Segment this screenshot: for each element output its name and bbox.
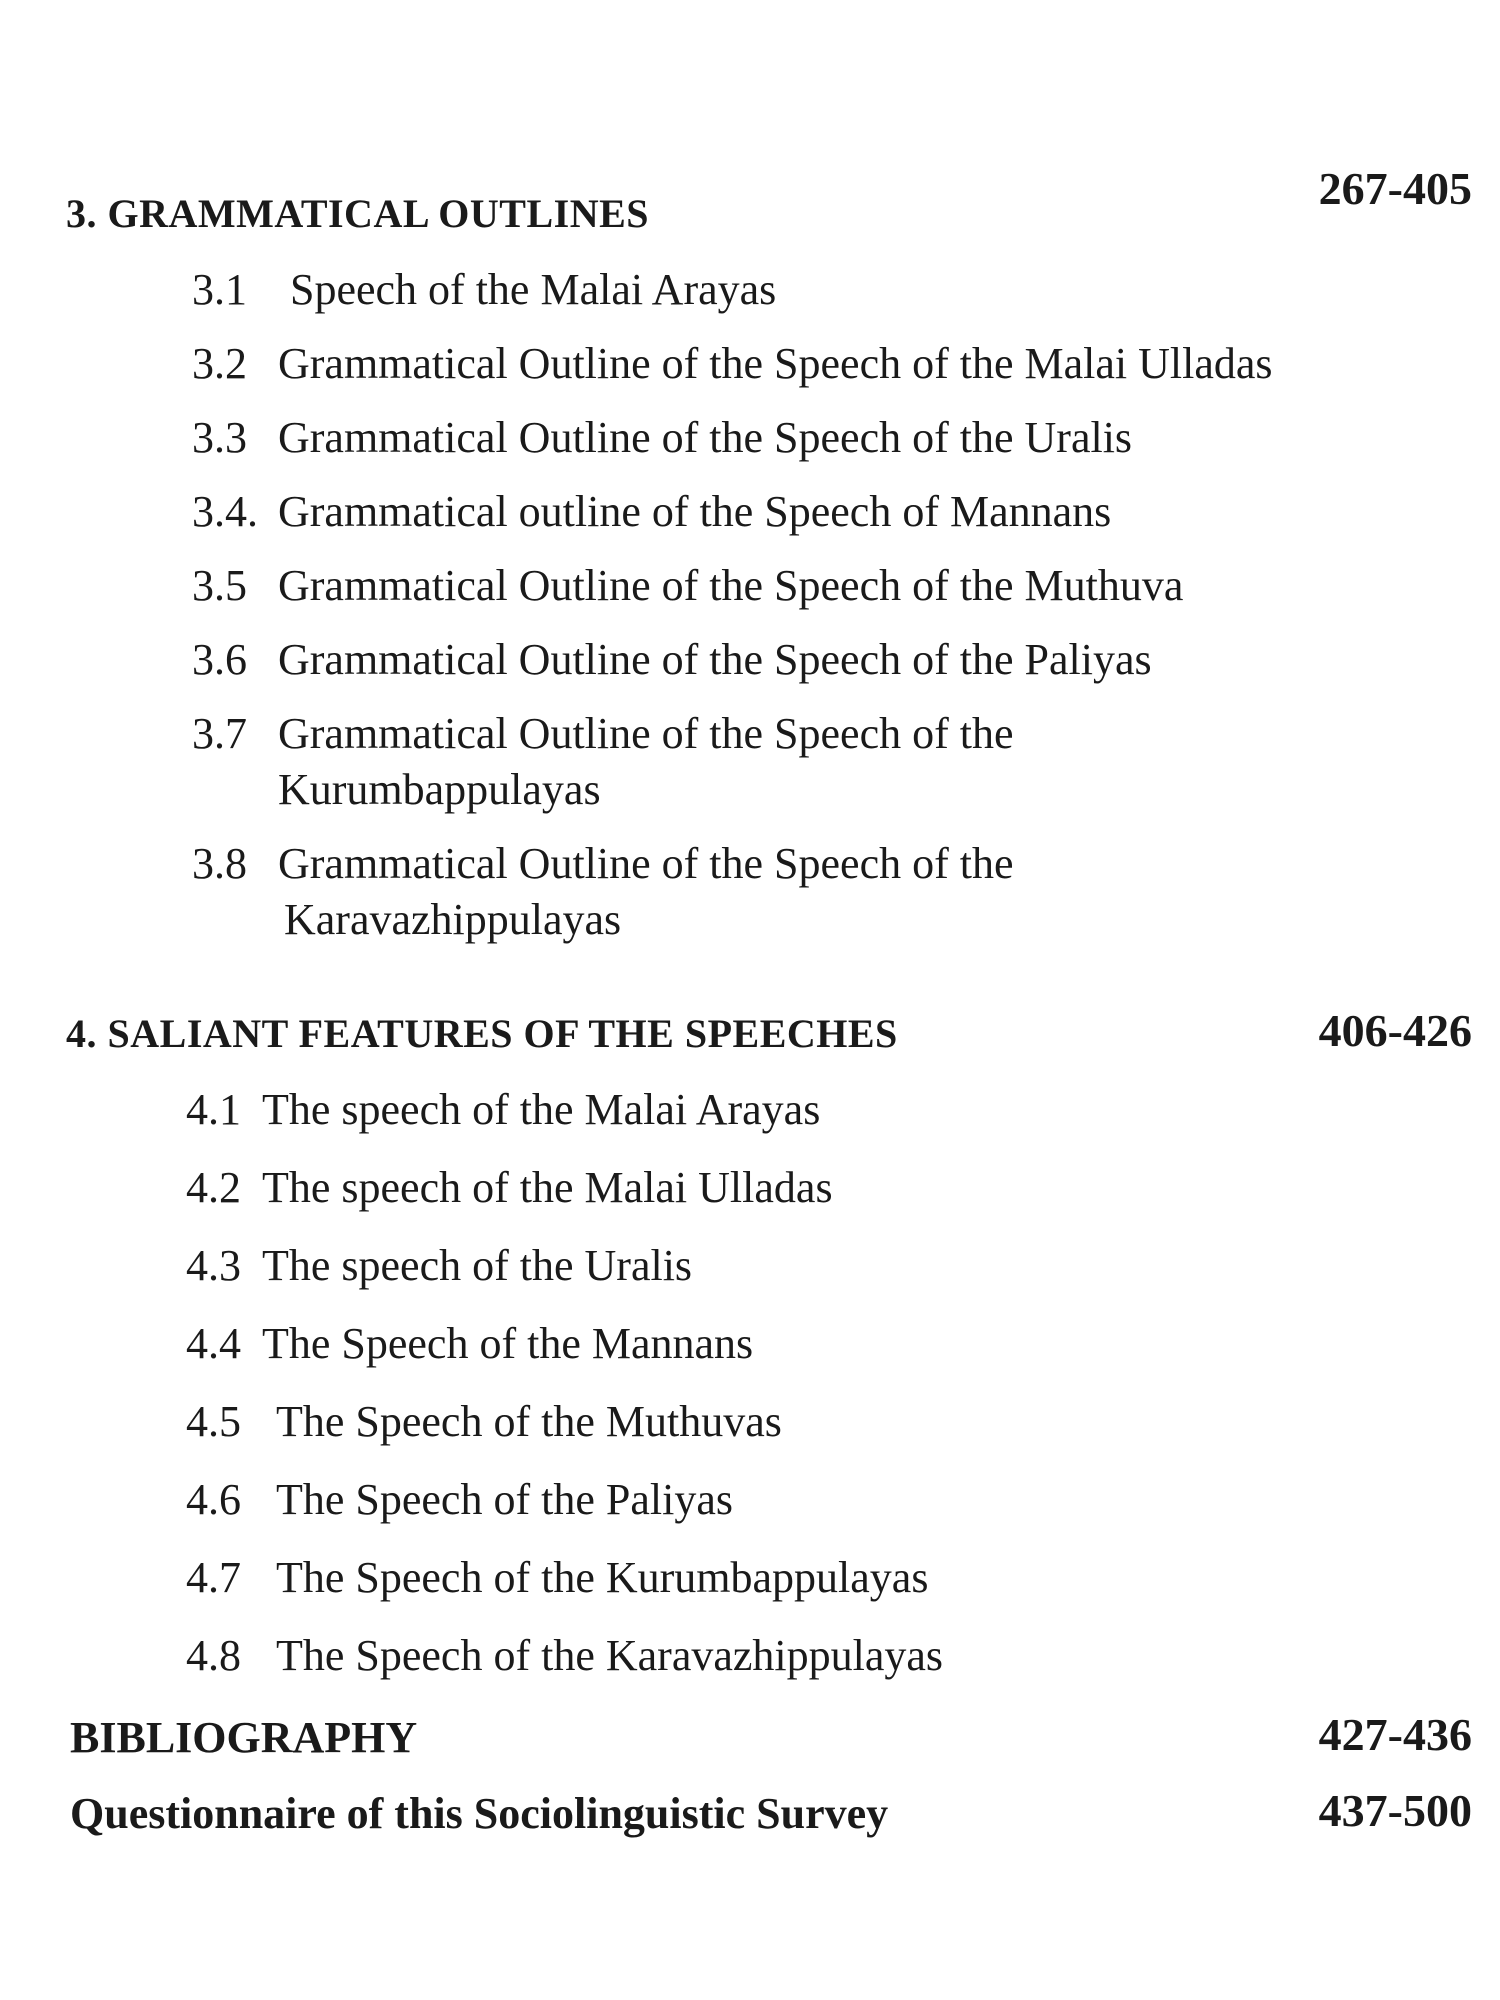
entry-number: 4.8 [186,1631,241,1680]
toc-entry-4-4 [186,1318,753,1369]
section-4-pages: 406-426 [1318,1005,1472,1056]
entry-number: 4.3 [186,1241,241,1290]
toc-entry-3-3 [192,412,1132,463]
entry-title: Grammatical outline of the Speech of Mannans [278,487,1112,536]
toc-entry-3-5 [192,560,1183,611]
entry-number: 4.2 [186,1163,241,1212]
questionnaire-title: Questionnaire of this Sociolinguistic Survey [70,1789,889,1838]
entry-number: 3.6 [192,635,247,684]
entry-title: The speech of the Uralis [262,1241,693,1290]
toc-entry-4-7 [186,1552,928,1603]
toc-entry-4-5 [186,1396,782,1447]
toc-entry-3-7-continuation: Kurumbappulayas [278,765,601,814]
entry-number: 3.5 [192,561,247,610]
entry-number: 3.8 [192,839,247,888]
section-3-pages: 267-405 [1318,163,1472,214]
toc-entry-3-8-continuation: Karavazhippulayas [284,895,622,944]
entry-number: 3.3 [192,413,247,462]
entry-title: Grammatical Outline of the Speech of the [278,709,1014,758]
entry-title: The Speech of the Kurumbappulayas [276,1553,929,1602]
toc-entry-3-2 [192,338,1273,389]
toc-entry-4-6 [186,1474,733,1525]
toc-entry-3-7 [192,708,1014,759]
entry-title: The Speech of the Karavazhippulayas [276,1631,944,1680]
entry-number: 4.1 [186,1085,241,1134]
entry-number: 3.4. [192,487,258,536]
entry-title: Grammatical Outline of the Speech of the Paliyas [278,635,1152,684]
entry-number: 3.1 [192,265,247,314]
entry-number: 4.5 [186,1397,241,1446]
entry-title: The Speech of the Paliyas [276,1475,733,1524]
entry-title: Grammatical Outline of the Speech of the Uralis [278,413,1133,462]
section-4-title: 4. SALIANT FEATURES OF THE SPEECHES [66,1011,898,1056]
toc-entry-3-4 [192,486,1111,537]
entry-number: 4.6 [186,1475,241,1524]
toc-entry-4-3 [186,1240,692,1291]
section-3-title: 3. GRAMMATICAL OUTLINES [66,191,650,236]
toc-entry-4-2 [186,1162,833,1213]
entry-number: 4.4 [186,1319,241,1368]
toc-entry-3-6 [192,634,1152,685]
entry-title: Grammatical Outline of the Speech of the Malai Ulladas [278,339,1273,388]
bibliography-pages: 427-436 [1318,1709,1472,1760]
toc-entry-3-8 [192,838,1014,889]
entry-title: The speech of the Malai Arayas [262,1085,821,1134]
entry-number: 3.7 [192,709,247,758]
entry-title: Grammatical Outline of the Speech of the [278,839,1014,888]
entry-number: 3.2 [192,339,247,388]
entry-title: Speech of the Malai Arayas [290,265,777,314]
bibliography-title: BIBLIOGRAPHY [70,1713,418,1762]
entry-title: The speech of the Malai Ulladas [262,1163,833,1212]
entry-title: The Speech of the Muthuvas [276,1397,782,1446]
entry-title: The Speech of the Mannans [262,1319,754,1368]
toc-entry-3-1 [192,264,776,315]
toc-entry-4-1 [186,1084,820,1135]
toc-entry-4-8 [186,1630,943,1681]
questionnaire-pages: 437-500 [1318,1785,1472,1836]
entry-title: Grammatical Outline of the Speech of the Muthuva [278,561,1184,610]
entry-number: 4.7 [186,1553,241,1602]
